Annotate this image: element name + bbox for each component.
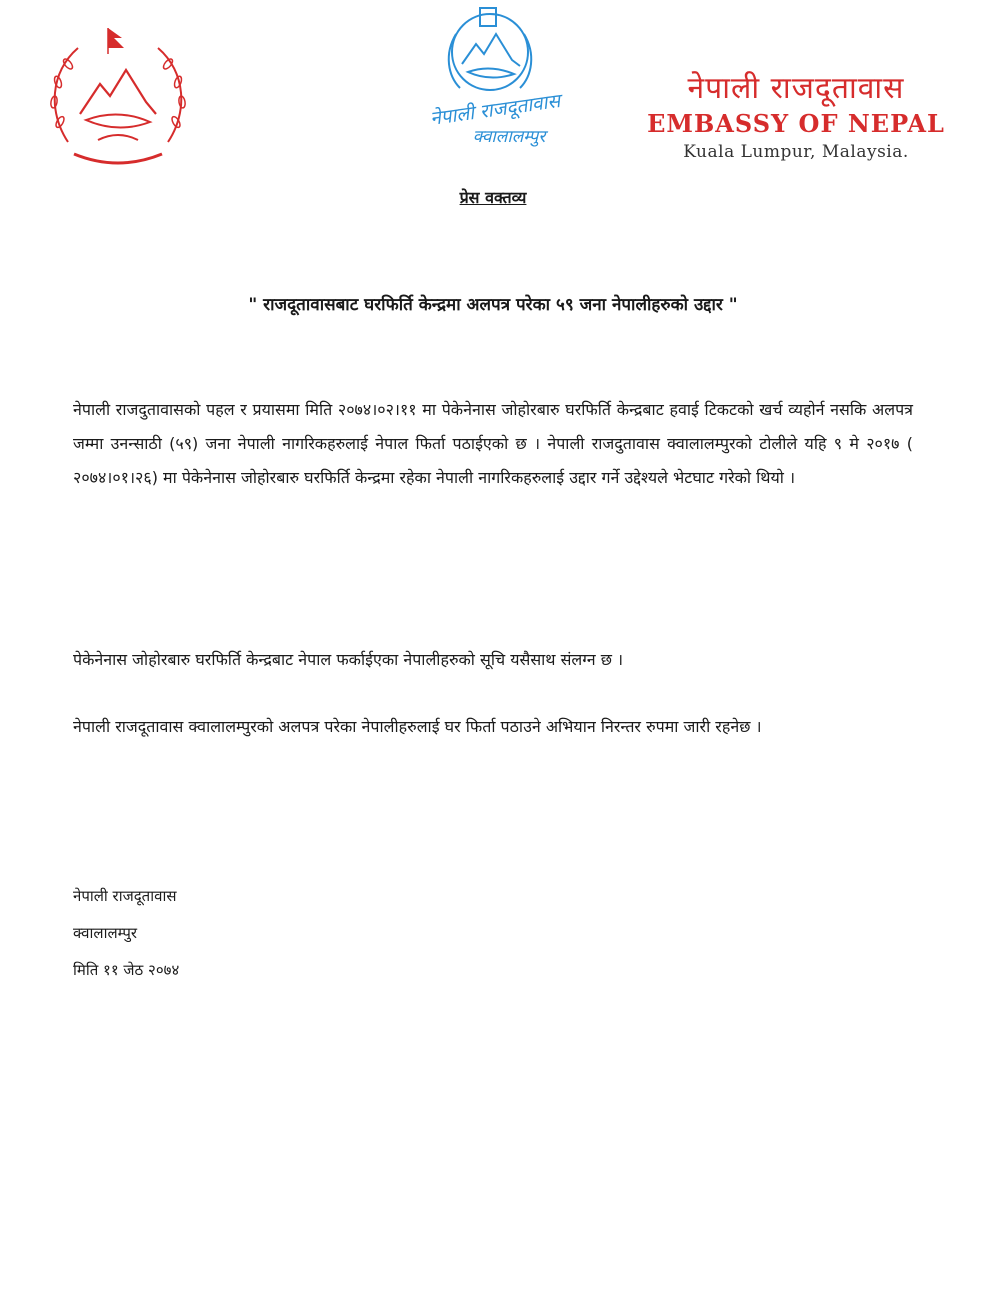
signature-city: क्वालालम्पुर [73,924,138,942]
document-heading [0,186,986,208]
embassy-name-english: EMBASSY OF NEPAL [647,109,945,138]
body-paragraph-2: पेकेनेनास जोहोरबारु घरफिर्ति केन्द्रबाट नेपाल फर्काईएका नेपालीहरुको सूचि यसैसाथ संलग्न छ । [73,650,624,669]
subject-line: " राजदूतावासबाट घरफिर्ति केन्द्रमा अलपत्र परेका ५९ जना नेपालीहरुको उद्दार " [248,295,738,315]
signature-org: नेपाली राजदूतावास [73,887,177,905]
seal-line-1: नेपाली राजदूतावास [428,89,562,131]
nepal-emblem-icon [38,22,198,182]
embassy-location: Kuala Lumpur, Malaysia. [683,142,909,162]
press-statement-title: प्रेस वक्तव्य [459,188,527,207]
seal-line-2: क्वालालम्पुर [472,127,546,147]
embassy-letterhead [646,66,946,162]
seal-caption [405,90,585,147]
embassy-name-nepali: नेपाली राजदूतावास [687,71,905,106]
body-paragraph-3: नेपाली राजदूतावास क्वालालम्पुरको अलपत्र परेका नेपालीहरुलाई घर फिर्ता पठाउने अभियान निरन्तर रुपमा जारी रहनेछ । [73,717,762,736]
signature-block [73,878,179,989]
body-paragraph-1: नेपाली राजदुतावासको पहल र प्रयासमा मिति २०७४।०२।११ मा पेकेनेनास जोहोरबारु घरफिर्ति केन्द्रबाट हवाई टिकटको खर्च व्यहोर्न नसकि अलपत्र जम्मा उनन्साठी (५९) जना नेपाली नागरिकहरुलाई नेपाल फिर्ता पठाईएको छ । नेपाली राजदुतावास क्वालालम्पुरको टोलीले यहि ९ मे २०१७ ( २०७४।०१।२६) मा पेकेनेनास जोहोरबारु घरफिर्ति केन्द्रमा रहेका नेपाली नागरिकहरुलाई उद्दार गर्ने उद्देश्यले भेटघाट गरेको थियो । [73,400,913,487]
signature-date: मिति ११ जेठ २०७४ [73,961,180,979]
